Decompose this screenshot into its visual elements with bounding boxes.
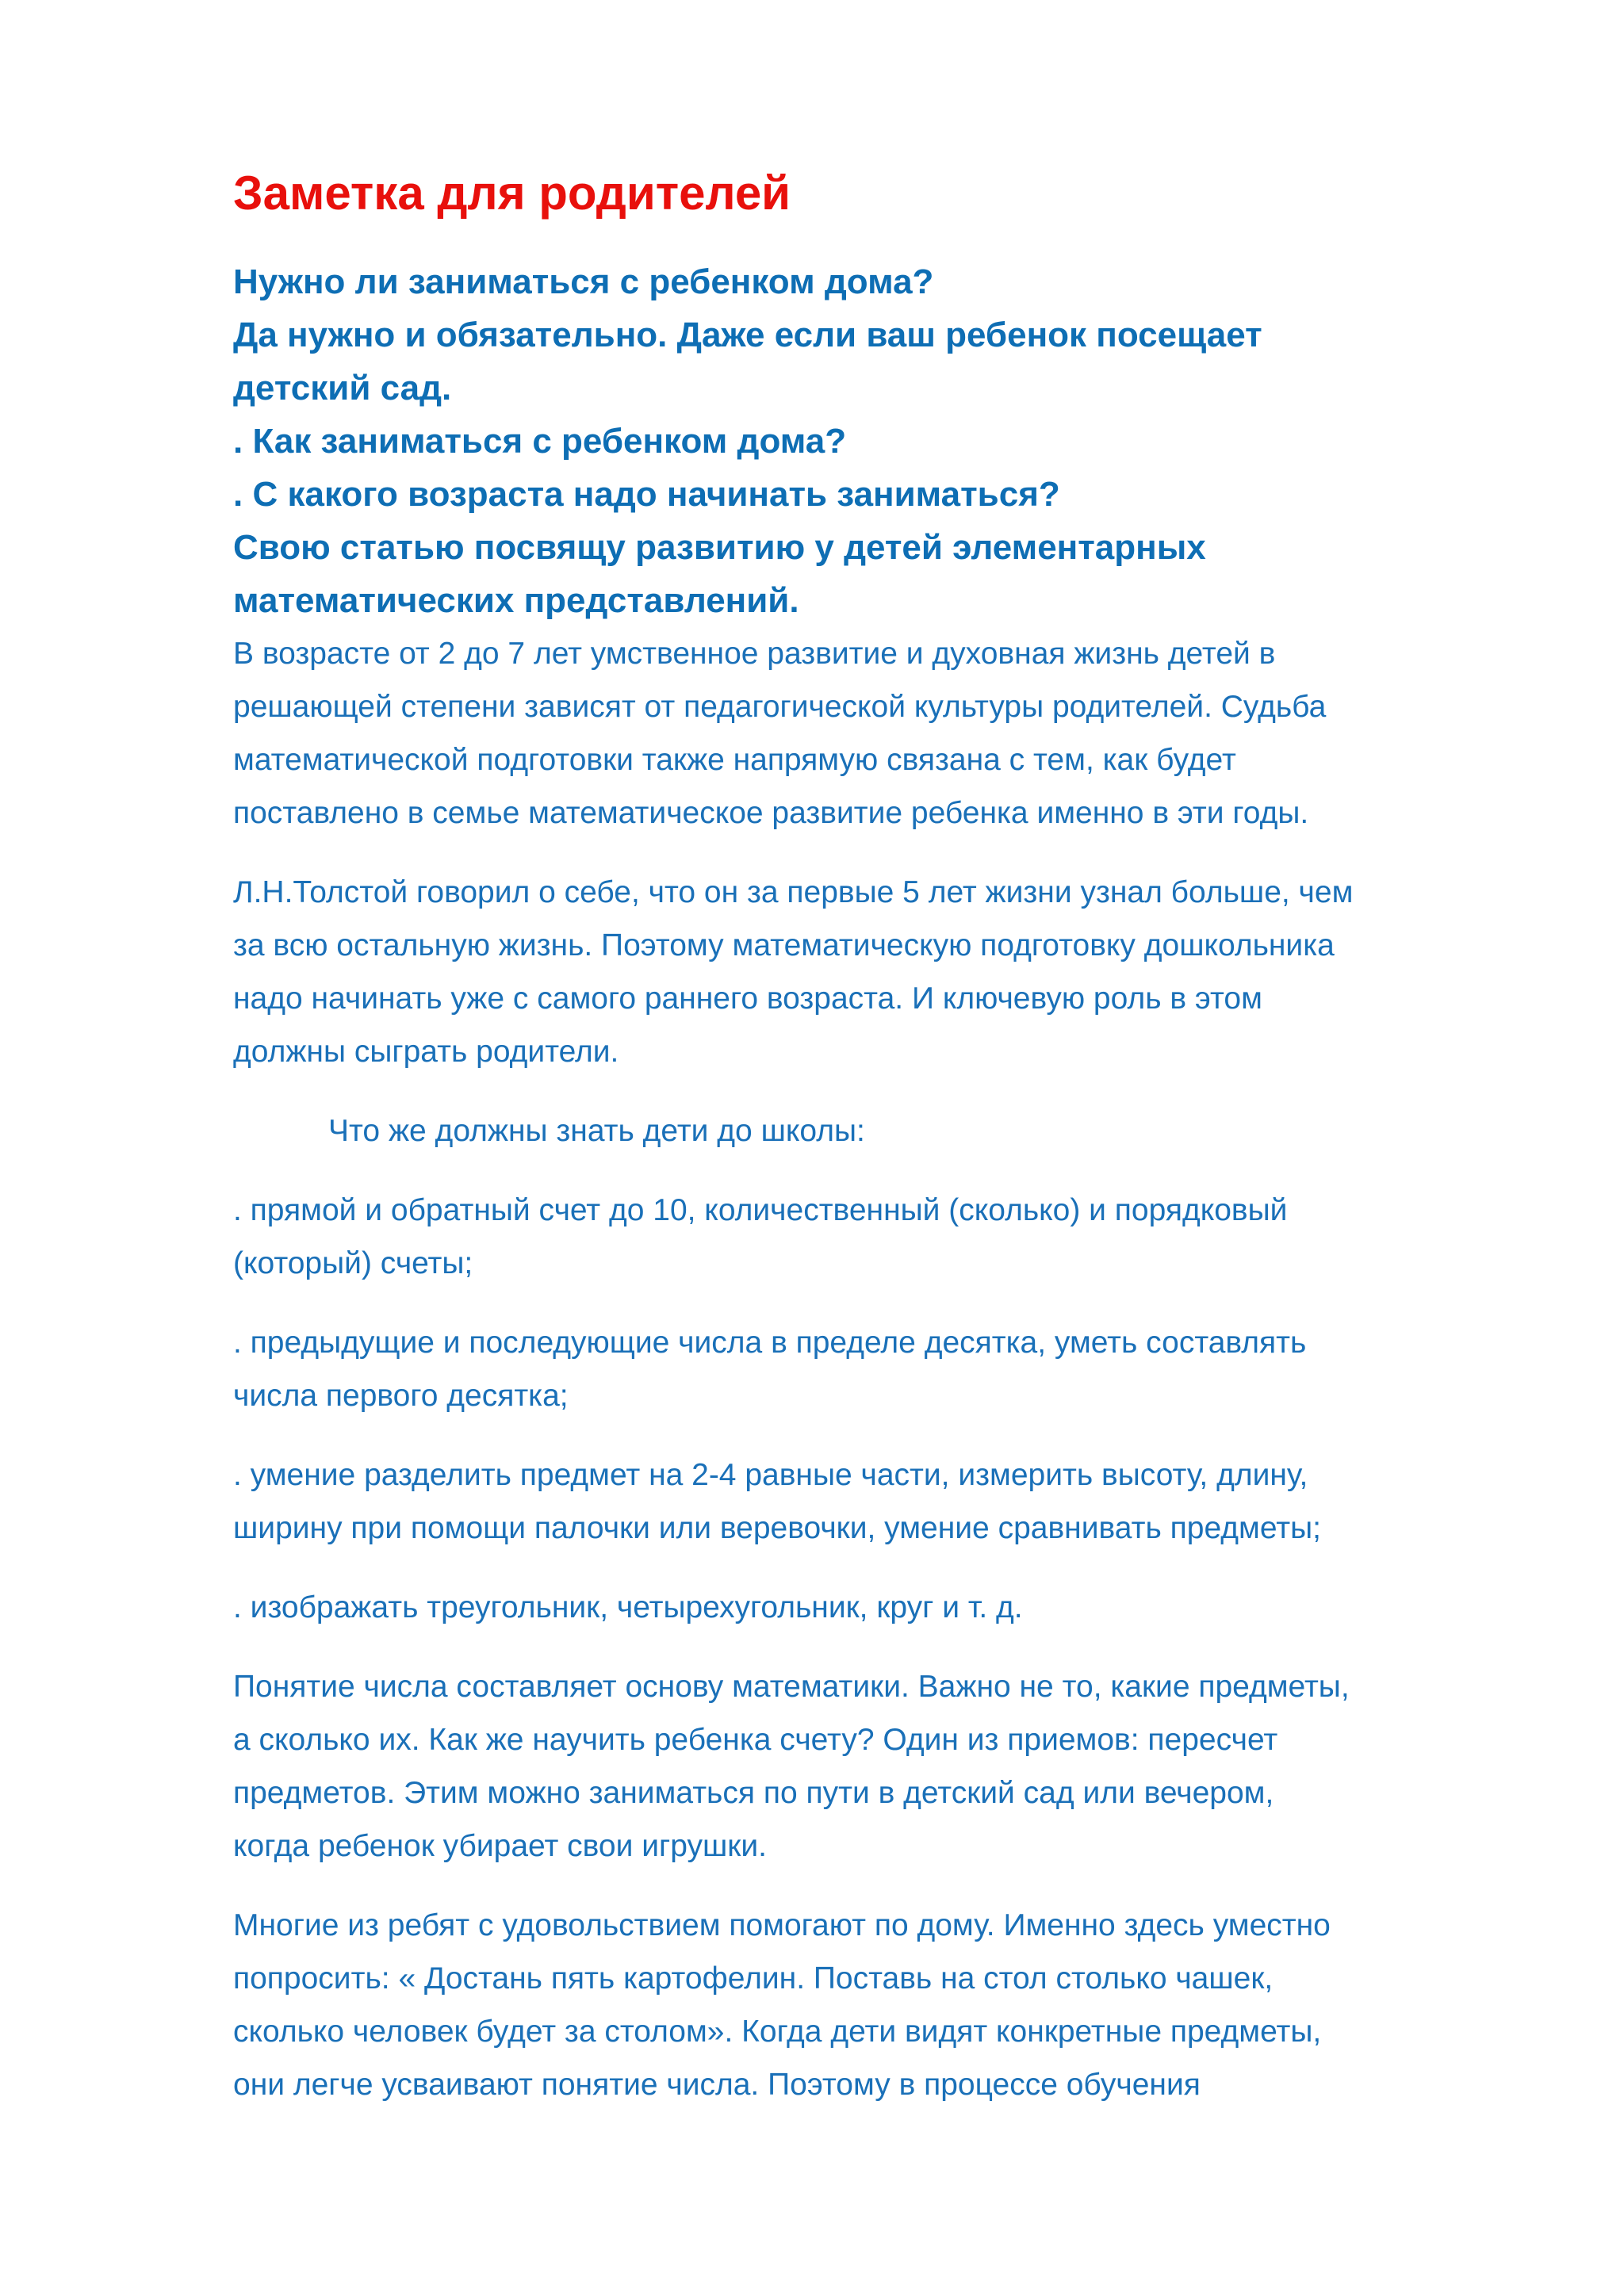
paragraph-line: . изображать треугольник, четырехугольник, круг и т. д. bbox=[233, 1590, 1023, 1624]
paragraph-line: когда ребенок убирает свои игрушки. bbox=[233, 1829, 767, 1863]
paragraph-gap bbox=[233, 1290, 1534, 1316]
intro-line: Да нужно и обязательно. Даже если ваш ребенок посещает bbox=[233, 316, 1262, 354]
intro-line: Свою статью посвящу развитию у детей элементарных bbox=[233, 528, 1206, 567]
paragraph-line: математической подготовки также напрямую связана с тем, как будет bbox=[233, 743, 1236, 777]
paragraph-line: попросить: « Достань пять картофелин. Поставь на стол столько чашек, bbox=[233, 1961, 1274, 1996]
paragraph-line: сколько человек будет за столом». Когда дети видят конкретные предметы, bbox=[233, 2015, 1322, 2049]
paragraph-line: Л.Н.Толстой говорил о себе, что он за первые 5 лет жизни узнал больше, чем bbox=[233, 875, 1354, 909]
paragraph-line: (который) счеты; bbox=[233, 1246, 473, 1280]
paragraph-line: они легче усваивают понятие числа. Поэтому в процессе обучения bbox=[233, 2068, 1201, 2102]
paragraph-line: за всю остальную жизнь. Поэтому математическую подготовку дошкольника bbox=[233, 928, 1335, 962]
document-title: Заметка для родителей bbox=[233, 166, 791, 220]
paragraph-gap bbox=[233, 1158, 1534, 1184]
paragraph-line: Многие из ребят с удовольствием помогают по дому. Именно здесь уместно bbox=[233, 1908, 1331, 1942]
list-item-measuring bbox=[233, 1448, 1534, 1555]
paragraph-gap bbox=[233, 1873, 1534, 1899]
paragraph-line: . умение разделить предмет на 2-4 равные части, измерить высоту, длину, bbox=[233, 1458, 1308, 1492]
paragraph-line: надо начинать уже с самого раннего возраста. И ключевую роль в этом bbox=[233, 982, 1262, 1016]
paragraph-line: . предыдущие и последующие числа в пределе десятка, уметь составлять bbox=[233, 1326, 1307, 1360]
paragraph-gap bbox=[233, 1422, 1534, 1448]
paragraph-number-concept bbox=[233, 1660, 1534, 1873]
intro-line: . Как заниматься с ребенком дома? bbox=[233, 422, 847, 461]
paragraph-household-help bbox=[233, 1899, 1534, 2111]
paragraph-line: Понятие числа составляет основу математики. Важно не то, какие предметы, bbox=[233, 1670, 1350, 1704]
paragraph-line: решающей степени зависят от педагогической культуры родителей. Судьба bbox=[233, 690, 1327, 724]
paragraph-line: числа первого десятка; bbox=[233, 1379, 569, 1413]
intro-line: детский сад. bbox=[233, 369, 452, 408]
document-content bbox=[233, 155, 1534, 2111]
list-item-numbers bbox=[233, 1316, 1534, 1422]
paragraph-line: ширину при помощи палочки или веревочки, умение сравнивать предметы; bbox=[233, 1511, 1321, 1545]
paragraph-line: . прямой и обратный счет до 10, количественный (сколько) и порядковый bbox=[233, 1193, 1288, 1227]
paragraph-gap bbox=[233, 1078, 1534, 1104]
paragraph-line: должны сыграть родители. bbox=[233, 1035, 619, 1069]
intro-line: . С какого возраста надо начинать заниматься? bbox=[233, 475, 1060, 514]
intro-line: математических представлений. bbox=[233, 581, 799, 620]
paragraph-line: а сколько их. Как же научить ребенка счету? Один из приемов: пересчет bbox=[233, 1723, 1278, 1757]
paragraph-line: В возрасте от 2 до 7 лет умственное развитие и духовная жизнь детей в bbox=[233, 637, 1276, 671]
paragraph-gap bbox=[233, 840, 1534, 866]
paragraph-what-to-know bbox=[233, 1104, 1534, 1158]
intro-block bbox=[233, 255, 1534, 627]
intro-line: Нужно ли заниматься с ребенком дома? bbox=[233, 262, 934, 301]
paragraph-gap bbox=[233, 1634, 1534, 1660]
paragraph-line: Что же должны знать дети до школы: bbox=[328, 1114, 865, 1148]
paragraph-line: предметов. Этим можно заниматься по пути в детский сад или вечером, bbox=[233, 1776, 1274, 1810]
paragraph-age-development bbox=[233, 627, 1534, 840]
paragraph-gap bbox=[233, 1555, 1534, 1581]
paragraph-line: поставлено в семье математическое развитие ребенка именно в эти годы. bbox=[233, 796, 1309, 830]
list-item-shapes bbox=[233, 1581, 1534, 1634]
paragraph-tolstoy bbox=[233, 866, 1534, 1078]
list-item-counting bbox=[233, 1184, 1534, 1290]
